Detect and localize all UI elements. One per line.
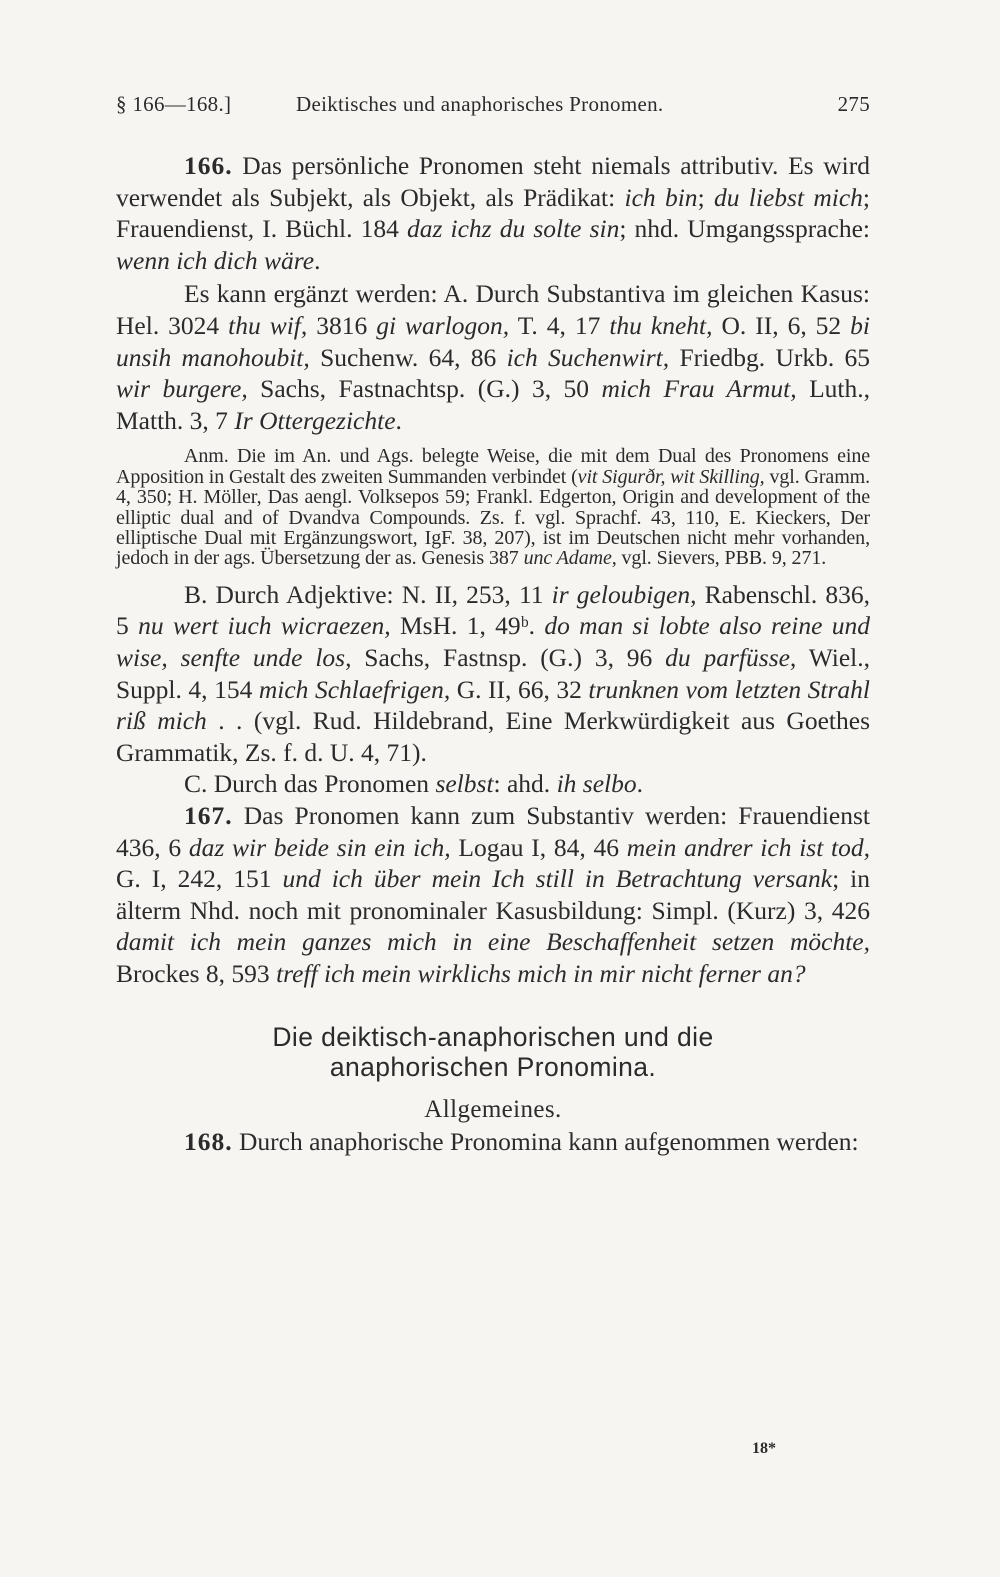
paragraph-167 [116,800,870,990]
subheading: Allgemeines. [424,1095,562,1123]
example: damit ich mein ganzes mich in eine Beschaffenheit setzen möchte, [116,927,870,957]
text: G. I, 242, 151 [116,864,283,894]
paragraph-b [116,579,870,769]
text: B. Durch Adjektive: N. II, 253, 11 [184,579,552,609]
text: ; nhd. Umgangssprache: [619,214,870,244]
example: trunknen vom letzten Strahl riß mich [116,674,870,736]
text: C. Durch das Pronomen [184,769,436,799]
example: mich Frau Armut, [601,374,797,404]
text: : ahd. [493,769,557,799]
text: ; in älterm Nhd. noch mit pronominaler Kasusbildung: Simpl. (Kurz) 3, 426 [116,864,870,925]
annotation-note [116,446,870,568]
paragraph-168 [116,1126,870,1158]
text: Rabenschl. 836, 5 [116,579,870,641]
text: . [636,769,643,799]
example: nu wert iuch wicraezen, [138,611,391,641]
text: . [314,245,321,275]
paragraph-c [116,768,870,800]
text: O. II, 6, 52 [712,310,851,340]
example: do man si lobte also reine und wise, senfte unde los, [116,611,870,672]
text: Anm. Die im An. und Ags. belegte Weise, die mit dem Dual des Pronomens eine Apposition in Gestalt des zweiten Summanden verbindet ( [116,445,870,488]
text: Sachs, Fastnsp. (G.) 3, 96 [351,642,666,672]
text: G. II, 66, 32 [450,674,589,704]
example: ich bin [624,182,698,212]
example: bi unsih manohoubit, [116,310,871,372]
text: Durch anaphorische Pronomina kann aufgenommen werden: [232,1126,859,1156]
text: T. 4, 17 [509,310,610,340]
example: ich Suchenwirt, [506,342,670,372]
text: Suchenw. 64, 86 [309,342,507,372]
text: Sachs, Fastnachtsp. (G.) 3, 50 [247,374,602,404]
section-heading-line2: anaphorischen Pronomina. [329,1051,657,1082]
example: daz ichz du solte sin [406,214,620,244]
example: thu wif, [228,310,308,340]
text: vgl. Gramm. 4, 350; H. Möller, Das aengl. Volksepos 59; Frankl. Edgerton, Origin and development of the elliptic dual and of Dvandva Compounds. Zs. f. vgl. Sprachf. 43, 110, E. Kieckers, Der elliptische Dual mit Ergänzungswort, IgF. 38, 207), ist im Deutschen nicht mehr vorhanden, jedoch in der ags. Übersetzung der as. Genesis 387 [116,465,871,570]
text: MsH. 1, 49ᵇ. [390,611,545,641]
example: thu kneht, [609,310,713,340]
section-heading [116,1022,870,1082]
header-section: § 166—168.] [116,92,232,116]
section-number-166: 166. [184,151,233,180]
text: Brockes 8, 593 [116,958,277,988]
example: du parfüsse, [665,642,797,672]
text: Es kann ergänzt werden: A. Durch Substantiva im gleichen Kasus: Hel. 3024 [116,279,870,340]
example: wir burgere, [116,374,248,404]
section-heading-line1: Die deiktisch-anaphorischen und die [272,1021,714,1052]
example: gi warlogon, [376,310,510,340]
text: vgl. Sievers, PBB. 9, 271. [616,547,827,570]
text: ; Frauendienst, I. Büchl. 184 [116,182,870,244]
text: Friedbg. Urkb. 65 [669,342,871,372]
running-header [116,92,870,117]
text: Luth., Matth. 3, 7 [116,374,871,435]
text: Das Pronomen kann zum Substantiv werden: Frauendienst 436, 6 [116,800,870,862]
example: ih selbo [556,769,637,799]
page-body [116,150,870,1157]
paragraph-166 [116,150,870,276]
example: Ir Ottergezichte [234,405,396,435]
example: ir geloubigen, [551,579,697,609]
paragraph-a [116,278,870,436]
header-title: Deiktisches und anaphorisches Pronomen. [296,92,664,116]
example: treff ich mein wirklichs mich in mir nicht ferner an? [276,958,806,988]
section-number-168: 168. [184,1126,233,1156]
header-page-number: 275 [837,92,870,116]
text: . [395,405,402,435]
text: . . (vgl. Rud. Hildebrand, Eine Merkwürdigkeit aus Goethes Grammatik, Zs. f. d. U. 4, 71). [116,706,870,767]
signature-mark: 18* [752,1440,776,1457]
text: Wiel., Suppl. 4, 154 [116,642,870,704]
example: selbst [435,769,494,799]
example: daz wir beide sin ein ich, [188,832,451,862]
text: 3816 [307,310,377,340]
example: vit Sigurðr, wit Skilling, [577,465,765,488]
example: du liebst mich [713,182,863,212]
section-number-167: 167. [184,800,233,830]
example: mich Schlaefrigen, [258,674,451,704]
text: Logau I, 84, 46 [450,832,627,862]
example: und ich über mein Ich still in Betrachtung versank [282,864,833,894]
text: ; [697,182,714,212]
example: unc Adame, [523,547,617,570]
example: mein andrer ich ist tod, [626,832,870,862]
text: Das persönliche Pronomen steht niemals attributiv. Es wird verwendet als Subjekt, als Objekt, als Prädikat: [116,151,870,212]
example: wenn ich dich wäre [116,245,315,275]
